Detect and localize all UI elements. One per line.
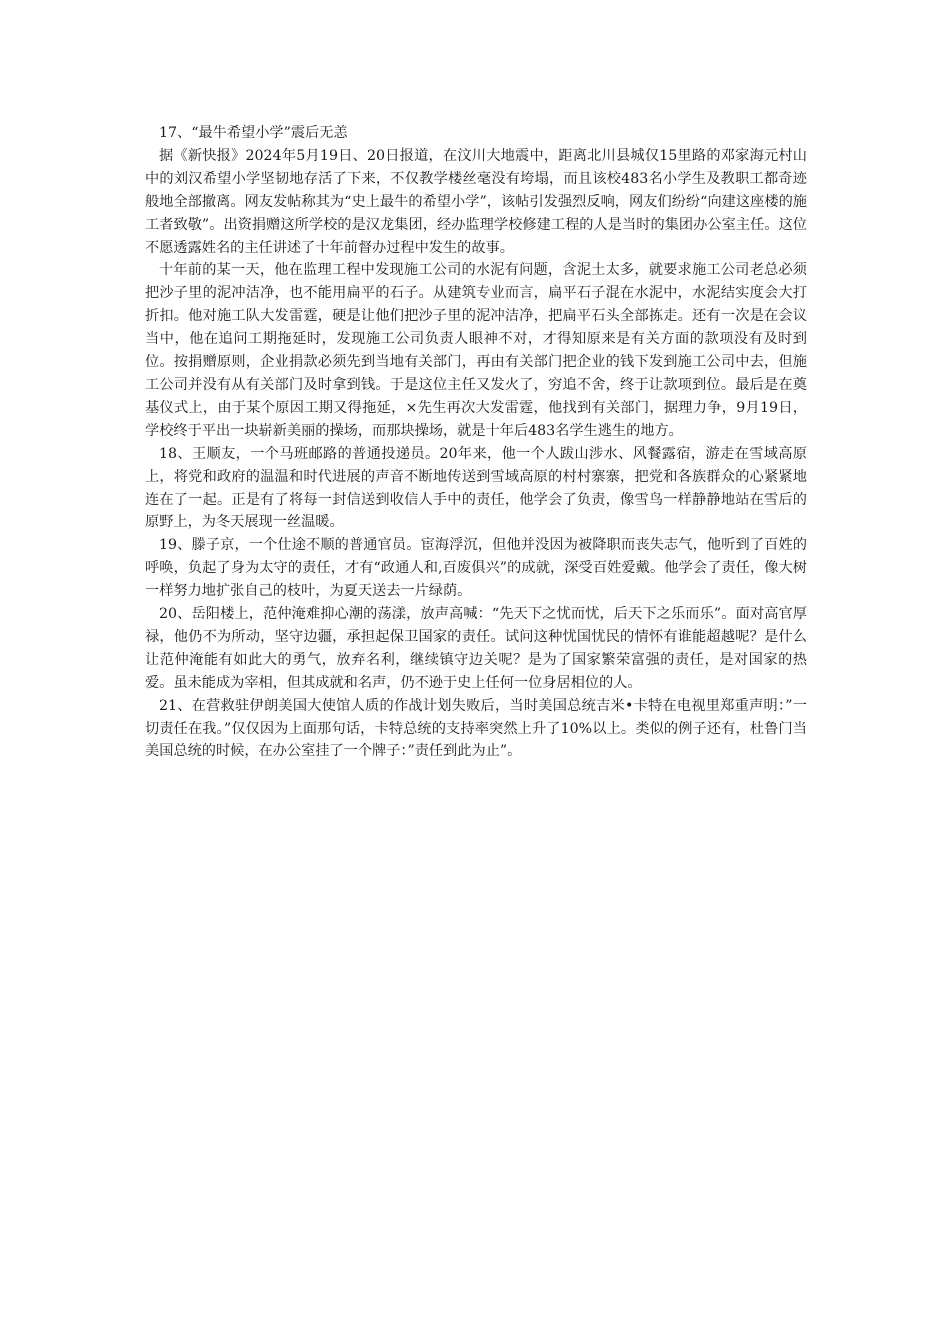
paragraph-ten-years-ago: 十年前的某一天，他在监理工程中发现施工公司的水泥有问题，含泥土太多，就要求施工公司老总必须把沙子里的泥冲洁净，也不能用扁平的石子。从建筑专业而言，扁平石子混在水泥中，水泥结实度会大打折扣。他对施工队大发雷霆，硬是让他们把沙子里的泥冲洁净，把扁平石头全部拣走。还有一次是在会议当中，他在追问工期拖延时，发现施工公司负责人眼神不对，才得知原来是有关方面的款项没有及时到位。按捐赠原则，企业捐款必须先到当地有关部门，再由有关部门把企业的钱下发到施工公司中去，但施工公司并没有从有关部门及时拿到钱。于是这位主任又发火了，穷追不舍，终于让款项到位。最后是在奠基仪式上，由于某个原因工期又得拖延，×先生再次大发雷霆，他找到有关部门，据理力争，9月19日，学校终于平出一块崭新美丽的操场，而那块操场，就是十年后483名学生逃生的地方。 <box>145 262 807 439</box>
document-body <box>145 122 807 763</box>
paragraph-news-report: 据《新快报》2024年5月19日、20日报道，在汶川大地震中，距离北川县城仅15里路的邓家海元村山中的刘汉希望小学坚韧地存活了下来，不仅教学楼丝毫没有垮塌，而且该校483名小学生及教职工都奇迹般地全部撤离。网友发帖称其为“史上最牛的希望小学”，该帖引发强烈反响，网友们纷纷“向建这座楼的施工者致敬”。出资捐赠这所学校的是汉龙集团，经办监理学校修建工程的人是当时的集团办公室主任。这位不愿透露姓名的主任讲述了十年前督办过程中发生的故事。 <box>145 147 807 256</box>
heading-item-17: 17、“最牛希望小学”震后无恙 <box>159 125 348 141</box>
paragraph-item-20: 20、岳阳楼上，范仲淹难抑心潮的荡漾，放声高喊：“先天下之忧而忧，后天下之乐而乐”。面对高官厚禄，他仍不为所动，坚守边疆，承担起保卫国家的责任。试问这种忧国忧民的情怀有谁能超越呢？是什么让范仲淹能有如此大的勇气，放弃名利，继续镇守边关呢？是为了国家繁荣富强的责任，是对国家的热爱。虽未能成为宰相，但其成就和名声，仍不逊于史上任何一位身居相位的人。 <box>145 606 807 691</box>
paragraph-item-18: 18、王顺友，一个马班邮路的普通投递员。20年来，他一个人跋山涉水、风餐露宿，游走在雪域高原上，将党和政府的温温和时代进展的声音不断地传送到雪域高原的村村寨寨，把党和各族群众的心紧紧地连在了一起。正是有了将每一封信送到收信人手中的责任，他学会了负责，像雪鸟一样静静地站在雪后的原野上，为冬天展现一丝温暖。 <box>145 445 807 531</box>
paragraph-item-21: 21、在营救驻伊朗美国大使馆人质的作战计划失败后，当时美国总统吉米•卡特在电视里郑重声明：”一切责任在我。”仅仅因为上面那句话，卡特总统的支持率突然上升了10%以上。类似的例子还有，杜鲁门当美国总统的时候，在办公室挂了一个牌子：”责任到此为止”。 <box>145 697 807 760</box>
paragraph-item-19: 19、滕子京，一个仕途不顺的普通官员。宦海浮沉，但他并没因为被降职而丧失志气，他听到了百姓的呼唤，负起了身为太守的责任，才有“政通人和,百废俱兴”的成就，深受百姓爱戴。他学会了责任，像大树一样努力地扩张自己的枝叶，为夏天送去一片绿荫。 <box>145 537 807 600</box>
